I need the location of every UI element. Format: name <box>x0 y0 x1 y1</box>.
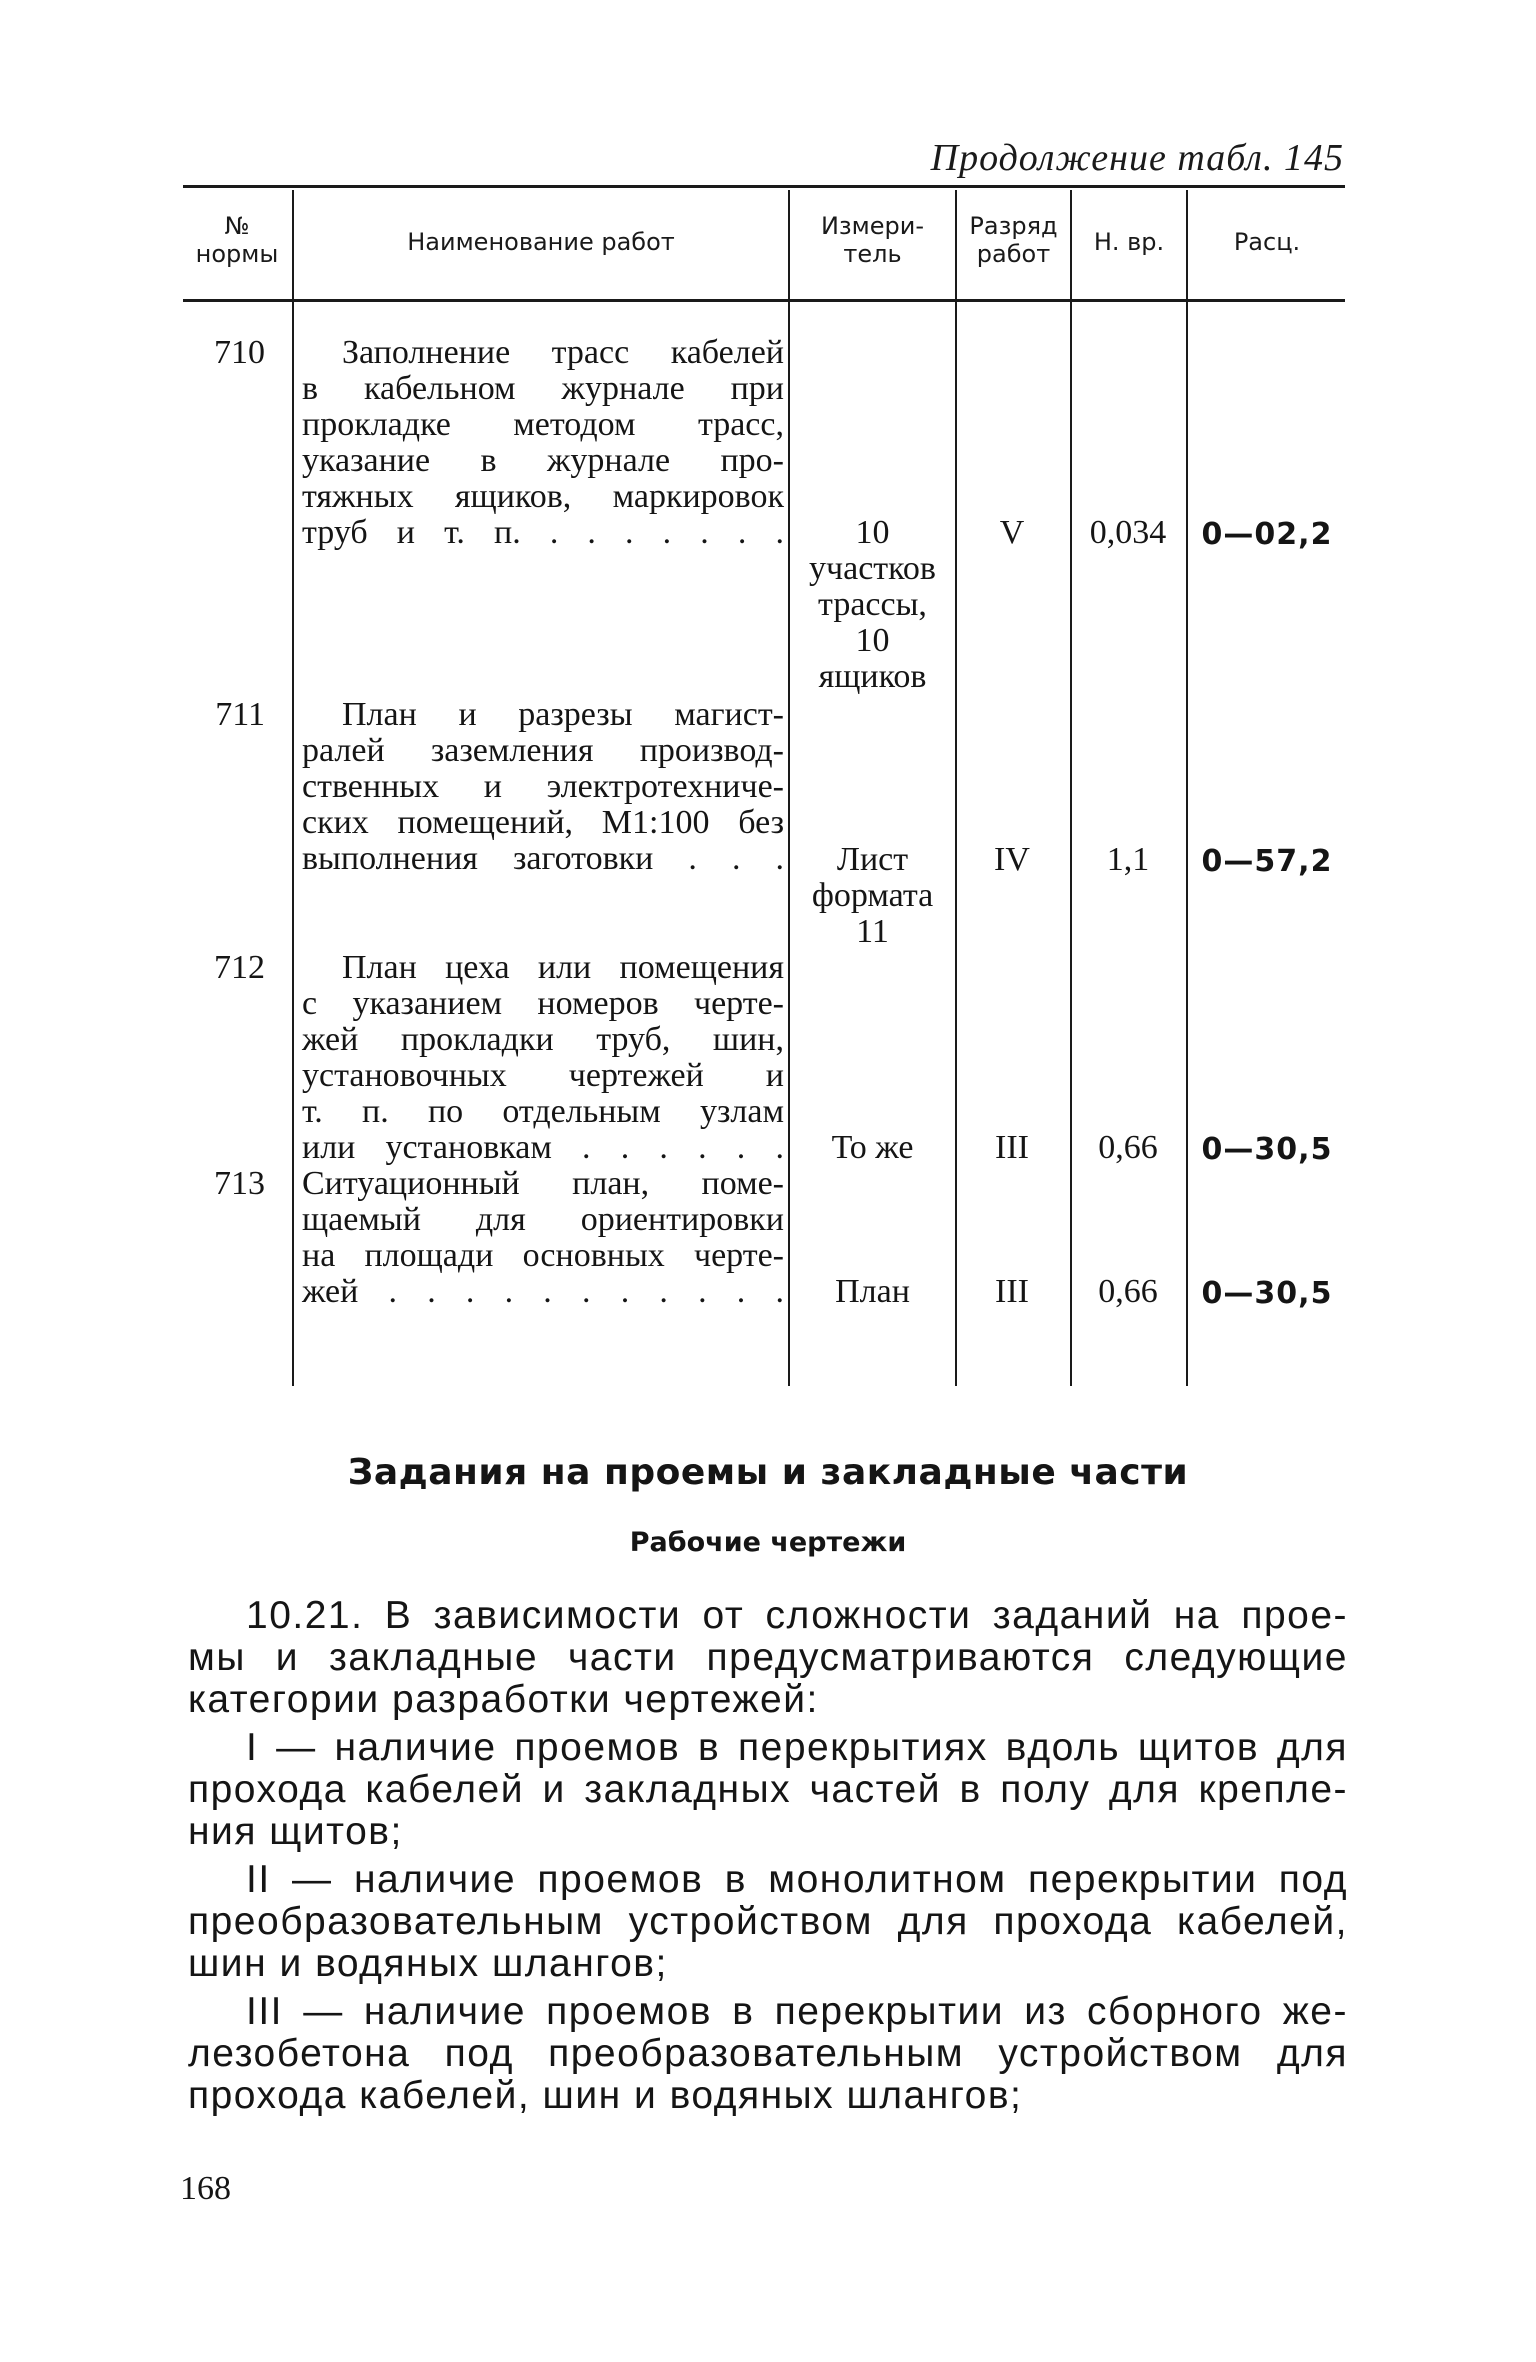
table-header-rule <box>183 299 1345 302</box>
row-unit: 10 участков трассы, 10 ящиков <box>809 514 936 695</box>
row-description: План цеха или помещения с указанием номеров черте- жей прокладки труб, шин, установочных чертежей и т. п. по отдельным узлам или установкам . . . . . . <box>302 949 784 1166</box>
paragraph: I — наличие проемов в перекрытиях вдоль щитов для прохода кабелей и закладных частей в полу для крепле- ния щитов; <box>188 1726 1348 1853</box>
row-grade: V <box>999 514 1025 551</box>
row-grade: IV <box>994 841 1030 878</box>
row-norm-number: 711 <box>215 696 265 733</box>
header-grade: Разряд работ <box>969 212 1058 268</box>
column-divider <box>1186 190 1188 1386</box>
table-caption: Продолжение табл. 145 <box>930 137 1344 179</box>
column-divider <box>292 190 294 1386</box>
row-price: 0—30,5 <box>1201 1276 1333 1311</box>
section-subtitle: Рабочие чертежи <box>629 1527 907 1558</box>
paragraph: 10.21. В зависимости от сложности заданий на прое- мы и закладные части предусматриваются следующие категории разработки чертежей: <box>188 1594 1348 1721</box>
column-divider <box>955 190 957 1386</box>
row-time-norm: 0,66 <box>1098 1273 1158 1310</box>
header-time-norm: Н. вр. <box>1093 228 1165 256</box>
row-norm-number: 713 <box>214 1165 265 1202</box>
header-price: Расц. <box>1233 228 1301 256</box>
row-grade: III <box>995 1273 1029 1310</box>
row-price: 0—57,2 <box>1201 844 1333 879</box>
table-top-rule <box>183 185 1345 188</box>
header-norm-number: № нормы <box>195 212 279 268</box>
row-time-norm: 0,034 <box>1089 514 1167 551</box>
column-divider <box>1070 190 1072 1386</box>
paragraph: III — наличие проемов в перекрытии из сборного же- лезобетона под преобразовательным устройством для прохода кабелей, шин и водяных шлангов; <box>188 1990 1348 2117</box>
paragraph: II — наличие проемов в монолитном перекрытии под преобразовательным устройством для прохода кабелей, шин и водяных шлангов; <box>188 1858 1348 1985</box>
row-price: 0—30,5 <box>1201 1132 1333 1167</box>
row-time-norm: 0,66 <box>1098 1129 1158 1166</box>
section-title: Задания на проемы и закладные части <box>347 1452 1189 1493</box>
page-number: 168 <box>180 2170 231 2207</box>
row-price: 0—02,2 <box>1201 517 1333 552</box>
row-time-norm: 1,1 <box>1106 841 1150 878</box>
row-description: Ситуационный план, поме- щаемый для ориентировки на площади основных черте- жей . . . . . . . . . . . <box>302 1165 784 1310</box>
row-unit: Лист формата 11 <box>811 841 934 950</box>
row-norm-number: 712 <box>214 949 265 986</box>
row-description: План и разрезы магист- ралей заземления производ- ственных и электротехниче- ских помещений, М1:100 без выполнения заготовки . . . <box>302 696 784 877</box>
row-description: Заполнение трасс кабелей в кабельном журнале при прокладке методом трасс, указание в журнале про- тяжных ящиков, маркировок труб и т. п. . . . . . . . <box>302 334 784 551</box>
column-divider <box>788 190 790 1386</box>
row-unit: План <box>835 1273 910 1310</box>
header-work-name: Наименование работ <box>407 228 675 256</box>
row-norm-number: 710 <box>214 334 265 371</box>
header-unit: Измери- тель <box>820 212 925 268</box>
row-unit: То же <box>831 1129 914 1166</box>
row-grade: III <box>995 1129 1029 1166</box>
